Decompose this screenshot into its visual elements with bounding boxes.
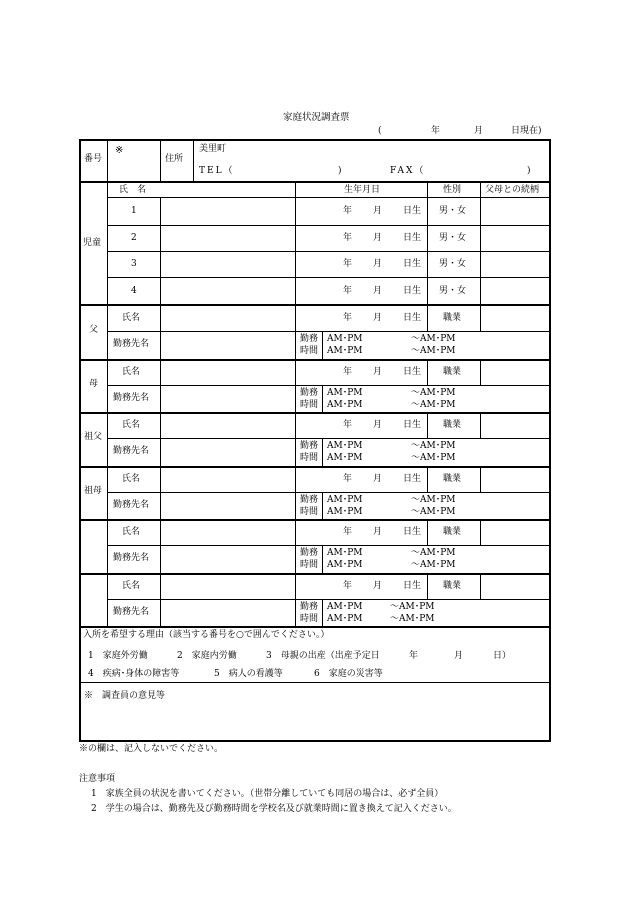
family-ampm-start[interactable]: AM･PM	[327, 507, 363, 517]
family-work-time-label: 時間	[300, 507, 319, 517]
family-work-time-label: 勤務	[300, 441, 319, 451]
family-birth-day: 日生	[403, 367, 422, 377]
family-member-label: 祖母	[84, 486, 103, 496]
reason-6[interactable]: 6 家庭の災害等	[314, 669, 383, 679]
family-vline	[480, 573, 481, 599]
child-sex[interactable]: 男・女	[439, 286, 467, 296]
family-work-time-label: 勤務	[300, 388, 319, 398]
child-number: 4	[131, 286, 137, 296]
family-ampm-start[interactable]: AM･PM	[327, 441, 363, 451]
number-mark: ※	[115, 145, 124, 156]
family-ampm-start[interactable]: AM･PM	[327, 346, 363, 356]
family-vline	[322, 492, 323, 519]
number-label: 番号	[84, 154, 103, 164]
children-col-sex: 性別	[443, 185, 462, 195]
family-vline	[160, 305, 161, 359]
children-header-line	[107, 197, 549, 198]
child-birth-day: 日生	[403, 286, 422, 296]
family-job-label: 職業	[443, 420, 462, 430]
family-birth-month: 月	[373, 581, 383, 591]
reason-3-month: 月	[454, 651, 464, 661]
child-birth-day: 日生	[403, 233, 422, 243]
family-name-label: 氏名	[122, 420, 141, 430]
family-member-label: 母	[89, 379, 99, 389]
child-number: 2	[131, 233, 137, 243]
fax-label: FAX（	[390, 166, 426, 176]
family-job-label: 職業	[443, 313, 462, 323]
family-vline	[480, 466, 481, 492]
family-birth-year: 年	[343, 367, 353, 377]
header-divider-3	[193, 140, 194, 181]
family-birth-year: 年	[343, 581, 353, 591]
town-name: 美里町	[199, 144, 227, 154]
reason-1[interactable]: 1 家庭外労働	[88, 651, 148, 661]
child-birth-day: 日生	[403, 259, 422, 269]
caution-1: 1 家族全員の状況を書いてください。（世帯分離していても同居の場合は、必ず全員）	[91, 789, 444, 799]
reason-4[interactable]: 4 疾病･身体の障害等	[88, 669, 180, 679]
tel-label: TEL（	[199, 166, 235, 176]
family-ampm-end[interactable]: ～AM･PM	[411, 507, 456, 517]
child-birth-month: 月	[373, 206, 383, 216]
family-ampm-start[interactable]: AM･PM	[327, 453, 363, 463]
family-birth-year: 年	[343, 420, 353, 430]
family-birth-month: 月	[373, 420, 383, 430]
family-vline	[107, 519, 108, 573]
family-mid-line	[107, 599, 549, 600]
family-work-time-label: 時間	[300, 400, 319, 410]
family-work-time-label: 時間	[300, 560, 319, 570]
family-ampm-start[interactable]: AM･PM	[327, 602, 363, 612]
child-number: 3	[131, 259, 137, 269]
children-col-relation: 父母との続柄	[485, 185, 540, 195]
child-sex[interactable]: 男・女	[439, 206, 467, 216]
reason-3[interactable]: 3 母親の出産（出産予定日	[266, 651, 380, 661]
family-work-label: 勤務先名	[113, 446, 150, 456]
family-work-time-label: 時間	[300, 346, 319, 356]
reasons-heading: 入所を希望する理由（該当する番号を○で囲んでください。）	[83, 630, 330, 640]
family-name-label: 氏名	[122, 581, 141, 591]
family-job-label: 職業	[443, 474, 462, 484]
child-number: 1	[131, 206, 137, 216]
family-birth-day: 日生	[403, 420, 422, 430]
family-name-label: 氏名	[122, 527, 141, 537]
family-job-label: 職業	[443, 527, 462, 537]
form-title: 家庭状況調査票	[283, 112, 350, 123]
child-birth-day: 日生	[403, 206, 422, 216]
family-work-time-label: 勤務	[300, 602, 319, 612]
fax-close: )	[527, 166, 531, 176]
family-ampm-start[interactable]: AM･PM	[327, 388, 363, 398]
family-work-label: 勤務先名	[113, 553, 150, 563]
family-vline	[160, 412, 161, 466]
family-ampm-end[interactable]: ～AM･PM	[390, 614, 435, 624]
family-ampm-end[interactable]: ～AM･PM	[411, 441, 456, 451]
family-ampm-end[interactable]: ～AM･PM	[411, 400, 456, 410]
family-member-label: 父	[89, 325, 99, 335]
family-work-time-label: 勤務	[300, 334, 319, 344]
family-birth-day: 日生	[403, 527, 422, 537]
tel-close: )	[338, 166, 342, 176]
child-birth-month: 月	[373, 233, 383, 243]
caution-2: 2 学生の場合は、勤務先及び勤務時間を学校名及び就業時間に置き換えて記入ください。	[91, 804, 457, 814]
children-vline-d	[427, 182, 428, 304]
family-mid-line	[107, 545, 549, 546]
family-work-time-label: 時間	[300, 453, 319, 463]
family-ampm-start[interactable]: AM･PM	[327, 560, 363, 570]
family-birth-year: 年	[343, 474, 353, 484]
children-col-birth: 生年月日	[344, 185, 381, 195]
reasons-bottom	[80, 682, 550, 683]
reason-2[interactable]: 2 家庭内労働	[177, 651, 237, 661]
family-vline	[322, 331, 323, 359]
frame-right	[549, 139, 551, 740]
family-bottom-line	[80, 626, 550, 628]
family-work-label: 勤務先名	[113, 500, 150, 510]
family-vline	[427, 359, 428, 385]
family-mid-line	[107, 385, 549, 386]
family-work-time-label: 勤務	[300, 548, 319, 558]
family-ampm-end[interactable]: ～AM･PM	[411, 334, 456, 344]
reason-5[interactable]: 5 病人の看護等	[214, 669, 283, 679]
family-ampm-end[interactable]: ～AM･PM	[411, 388, 456, 398]
family-vline	[480, 359, 481, 385]
header-divider-2	[160, 140, 161, 181]
family-birth-year: 年	[343, 313, 353, 323]
frame-top	[79, 139, 550, 141]
family-vline	[322, 545, 323, 573]
frame-bottom	[79, 740, 551, 742]
family-member-label: 祖父	[84, 432, 103, 442]
reason-3-day: 日）	[493, 651, 512, 661]
opinion-label: ※ 調査員の意見等	[84, 691, 166, 701]
child-sex[interactable]: 男・女	[439, 233, 467, 243]
family-mid-line	[107, 492, 549, 493]
family-ampm-start[interactable]: AM･PM	[327, 548, 363, 558]
family-ampm-end[interactable]: ～AM･PM	[411, 495, 456, 505]
family-ampm-start[interactable]: AM･PM	[327, 495, 363, 505]
address-label: 住所	[165, 154, 184, 164]
family-vline	[295, 305, 296, 359]
family-vline	[322, 438, 323, 466]
family-vline	[480, 519, 481, 545]
family-birth-year: 年	[343, 527, 353, 537]
family-ampm-end[interactable]: ～AM･PM	[411, 560, 456, 570]
child-sex[interactable]: 男・女	[439, 259, 467, 269]
family-job-label: 職業	[443, 581, 462, 591]
family-ampm-end[interactable]: ～AM･PM	[411, 346, 456, 356]
child-birth-month: 月	[373, 286, 383, 296]
family-vline	[160, 519, 161, 573]
family-vline	[427, 573, 428, 599]
frame-left	[79, 139, 81, 740]
header-divider-1	[107, 140, 108, 181]
family-job-label: 職業	[443, 367, 462, 377]
child-birth-year: 年	[343, 259, 353, 269]
family-mid-line	[107, 438, 549, 439]
family-work-time-label: 勤務	[300, 495, 319, 505]
family-work-label: 勤務先名	[113, 607, 150, 617]
date-open: (	[378, 126, 382, 136]
family-birth-month: 月	[373, 367, 383, 377]
family-vline	[107, 305, 108, 359]
family-vline	[107, 412, 108, 466]
family-birth-day: 日生	[403, 313, 422, 323]
family-birth-month: 月	[373, 474, 383, 484]
family-work-label: 勤務先名	[113, 393, 150, 403]
family-ampm-end[interactable]: ～AM･PM	[411, 548, 456, 558]
family-vline	[295, 412, 296, 466]
family-vline	[427, 519, 428, 545]
date-year: 年	[431, 126, 441, 136]
family-ampm-end[interactable]: ～AM･PM	[411, 453, 456, 463]
children-row-line-3	[107, 277, 549, 278]
family-ampm-start[interactable]: AM･PM	[327, 614, 363, 624]
family-vline	[322, 385, 323, 412]
family-vline	[322, 599, 323, 626]
family-ampm-end[interactable]: ～AM･PM	[390, 602, 435, 612]
family-birth-month: 月	[373, 313, 383, 323]
family-name-label: 氏名	[122, 474, 141, 484]
family-vline	[427, 412, 428, 438]
child-birth-month: 月	[373, 259, 383, 269]
family-vline	[480, 305, 481, 331]
family-work-time-label: 時間	[300, 614, 319, 624]
family-ampm-start[interactable]: AM･PM	[327, 334, 363, 344]
child-birth-year: 年	[343, 286, 353, 296]
date-month: 月	[474, 126, 484, 136]
children-vline-c	[295, 182, 296, 304]
child-birth-year: 年	[343, 206, 353, 216]
family-ampm-start[interactable]: AM･PM	[327, 400, 363, 410]
family-birth-day: 日生	[403, 474, 422, 484]
children-vline-e	[480, 182, 481, 304]
family-vline	[480, 412, 481, 438]
family-vline	[427, 305, 428, 331]
children-col-name: 氏 名	[119, 185, 147, 195]
family-vline	[295, 519, 296, 573]
children-vline-a	[107, 182, 108, 304]
reason-3-year: 年	[409, 651, 419, 661]
family-vline	[427, 466, 428, 492]
family-name-label: 氏名	[122, 367, 141, 377]
children-row-line-2	[107, 251, 549, 252]
children-label: 児童	[83, 238, 102, 248]
date-day: 日現在)	[511, 126, 542, 136]
family-birth-month: 月	[373, 527, 383, 537]
family-mid-line	[107, 331, 549, 332]
child-birth-year: 年	[343, 233, 353, 243]
family-name-label: 氏名	[122, 313, 141, 323]
children-row-line-1	[107, 225, 549, 226]
family-birth-day: 日生	[403, 581, 422, 591]
caution-heading: 注意事項	[79, 774, 116, 784]
footer-note: ※の欄は、記入しないでください。	[79, 744, 224, 754]
family-work-label: 勤務先名	[113, 339, 150, 349]
